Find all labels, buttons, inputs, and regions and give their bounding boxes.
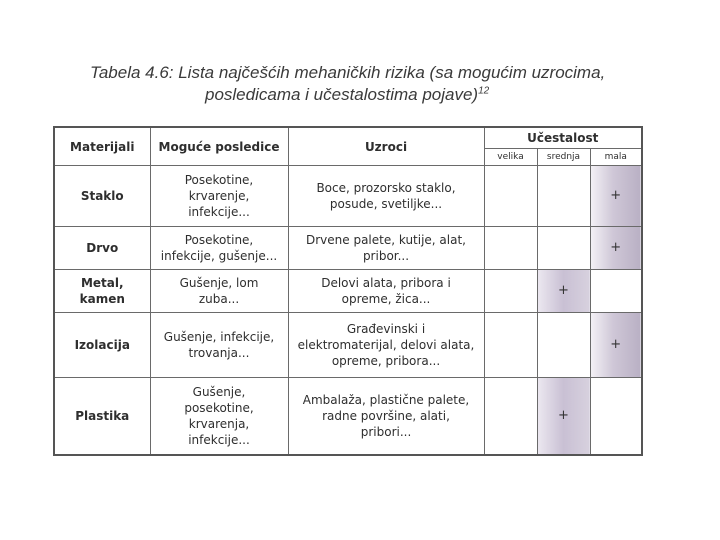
table-row <box>54 227 642 270</box>
header-velika: velika <box>484 149 537 166</box>
cell-line: pribori... <box>360 425 412 439</box>
header-materijali: Materijali <box>54 127 150 166</box>
cell-materijal: Drvo <box>54 227 150 270</box>
cell-line: Gušenje, <box>192 385 246 399</box>
cell-line: elektromaterijal, delovi alata, <box>297 338 475 352</box>
cell-line: Posekotine, <box>184 173 254 187</box>
table-caption <box>60 62 660 106</box>
cell-line: Delovi alata, pribora i <box>321 276 451 290</box>
cell-line: pribor... <box>362 249 410 263</box>
cell-line: Gušenje, infekcije, <box>163 330 275 344</box>
table-row <box>54 270 642 313</box>
cell-materijal <box>54 270 150 313</box>
cell-srednja <box>537 313 590 378</box>
caption-line-2 <box>60 84 660 106</box>
cell-line: Posekotine, <box>184 233 254 247</box>
cell-line: Boce, prozorsko staklo, <box>316 181 456 195</box>
cell-uzroci <box>288 270 484 313</box>
cell-posledice <box>150 378 288 456</box>
cell-srednja <box>537 166 590 227</box>
cell-line: opreme, žica... <box>341 292 431 306</box>
cell-line: zuba... <box>198 292 240 306</box>
cell-uzroci <box>288 166 484 227</box>
cell-line: Metal, <box>80 276 124 290</box>
cell-posledice <box>150 270 288 313</box>
header-ucestalost: Učestalost <box>484 127 642 149</box>
cell-line: krvarenja, <box>188 417 250 431</box>
cell-line: trovanja... <box>188 346 250 360</box>
caption-footnote: 12 <box>478 85 490 97</box>
cell-uzroci <box>288 227 484 270</box>
cell-line: Građevinski i <box>346 322 426 336</box>
cell-line: kamen <box>79 292 125 306</box>
cell-posledice <box>150 313 288 378</box>
cell-line: infekcije... <box>188 433 250 447</box>
cell-materijal: Staklo <box>54 166 150 227</box>
cell-posledice <box>150 166 288 227</box>
cell-materijal: Plastika <box>54 378 150 456</box>
cell-mala: + <box>590 227 642 270</box>
header-uzroci: Uzroci <box>288 127 484 166</box>
cell-uzroci <box>288 313 484 378</box>
cell-mala <box>590 270 642 313</box>
cell-line: posude, svetiljke... <box>329 197 443 211</box>
caption-line-2-text: posledicama i učestalostima pojave) <box>205 85 479 104</box>
cell-mala: + <box>590 166 642 227</box>
cell-line: posekotine, <box>184 401 254 415</box>
header-mala: mala <box>590 149 642 166</box>
cell-line: opreme, pribora... <box>331 354 441 368</box>
cell-velika <box>484 313 537 378</box>
header-posledice: Moguće posledice <box>150 127 288 166</box>
caption-line-1: Tabela 4.6: Lista najčešćih mehaničkih rizika (sa mogućim uzrocima, <box>90 63 606 82</box>
table-row <box>54 378 642 456</box>
cell-line: radne površine, alati, <box>322 409 450 423</box>
cell-line: Ambalaža, plastične palete, <box>302 393 470 407</box>
cell-velika <box>484 166 537 227</box>
cell-velika <box>484 270 537 313</box>
cell-uzroci <box>288 378 484 456</box>
cell-srednja: + <box>537 270 590 313</box>
cell-line: infekcije, gušenje... <box>160 249 278 263</box>
cell-mala: + <box>590 313 642 378</box>
cell-posledice <box>150 227 288 270</box>
cell-mala <box>590 378 642 456</box>
header-srednja: srednja <box>537 149 590 166</box>
cell-velika <box>484 378 537 456</box>
cell-line: infekcije... <box>188 205 250 219</box>
cell-line: Drvene palete, kutije, alat, <box>306 233 466 247</box>
cell-srednja: + <box>537 378 590 456</box>
cell-materijal: Izolacija <box>54 313 150 378</box>
cell-line: Gušenje, lom <box>179 276 259 290</box>
cell-srednja <box>537 227 590 270</box>
cell-velika <box>484 227 537 270</box>
table-row <box>54 166 642 227</box>
cell-line: krvarenje, <box>188 189 250 203</box>
risk-table <box>53 126 643 456</box>
table-row <box>54 313 642 378</box>
